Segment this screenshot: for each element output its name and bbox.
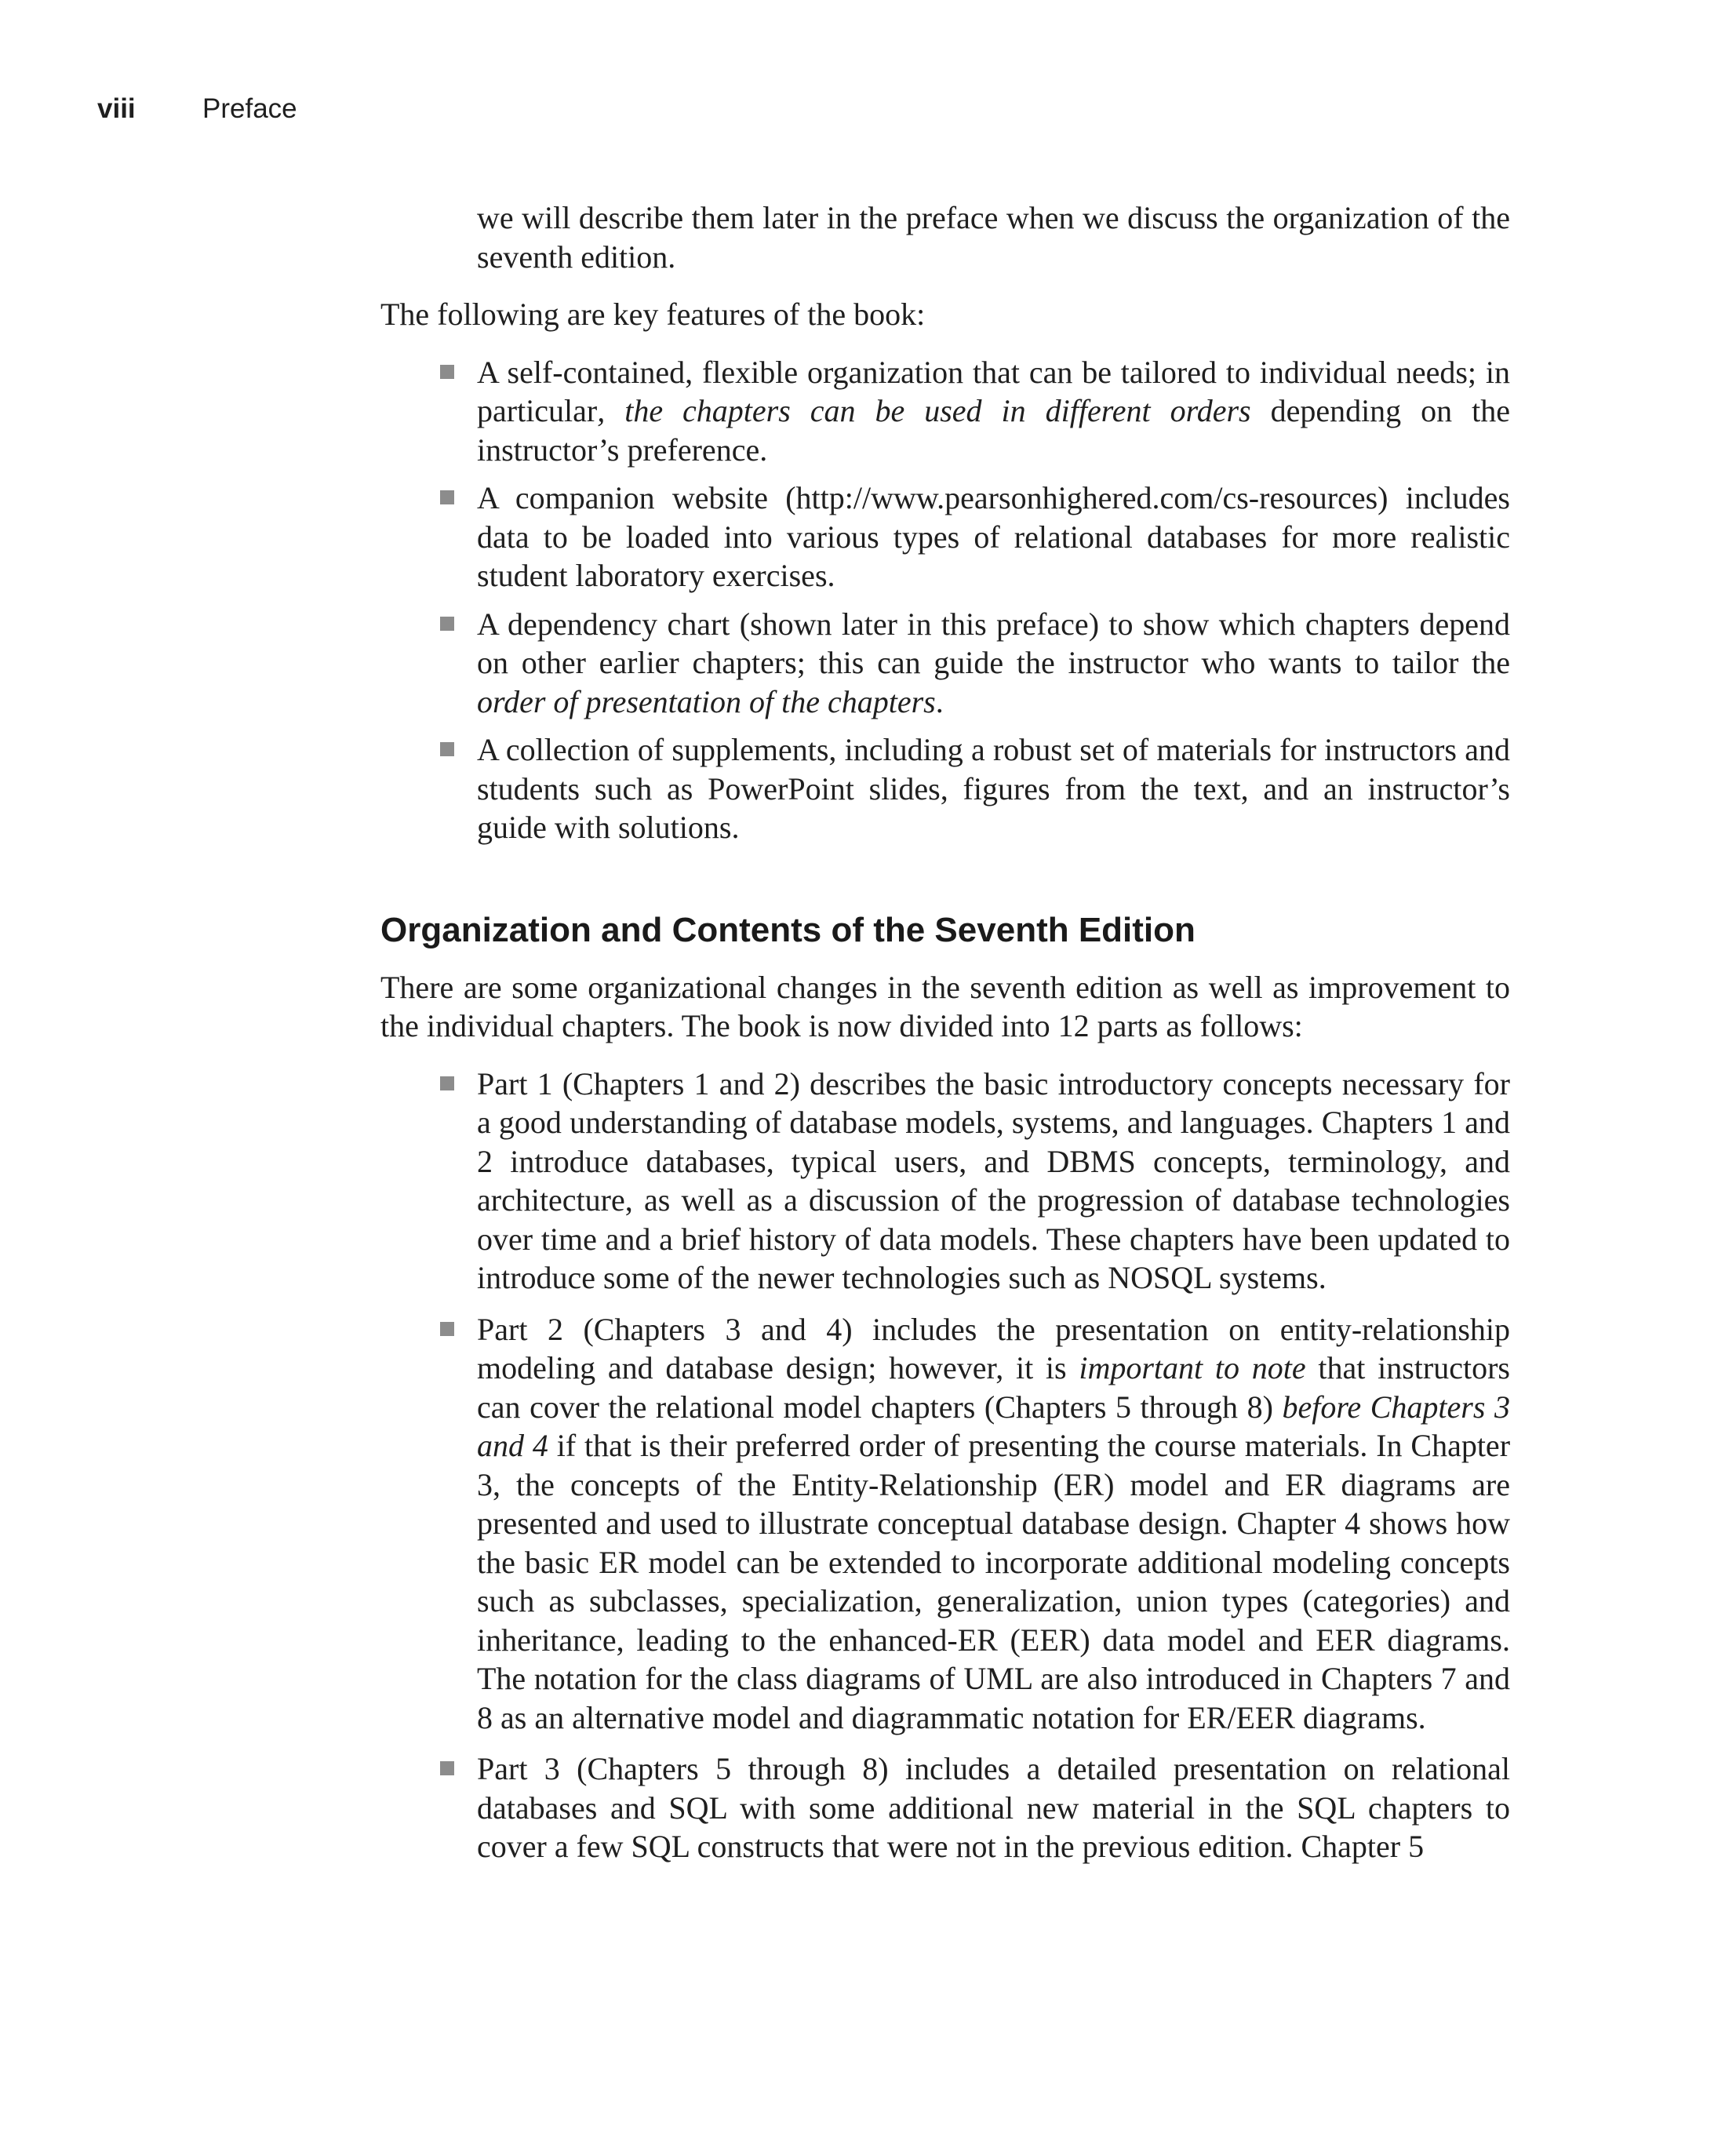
page-body bbox=[380, 198, 1510, 1866]
bullet-square-icon bbox=[440, 490, 454, 504]
feature-text bbox=[477, 480, 1510, 593]
feature-item bbox=[380, 730, 1510, 847]
text-run: A collection of supplements, including a robust set of materials for instructors and students such as PowerPoint slides, figures from the text, and an instructor’s guide with solutions. bbox=[477, 732, 1510, 845]
continuation-paragraph: we will describe them later in the preface when we discuss the organization of the seventh edition. bbox=[477, 200, 1510, 275]
text-run: Part 3 (Chapters 5 through 8) includes a detailed presentation on relational databases and SQL with some additional new material in the SQL chapters to cover a few SQL constructs that were not in the previous edition. Chapter 5 bbox=[477, 1751, 1510, 1864]
feature-item bbox=[380, 353, 1510, 470]
text-run: depending on the instructor’s preference. bbox=[477, 393, 1510, 468]
bullet-square-icon bbox=[440, 365, 454, 379]
text-run: if that is their preferred order of presenting the course materials. In Chapter 3, the concepts of the Entity-Relationship (ER) model and ER diagrams are presented and used to illustrate conceptual database design. Chapter 4 shows how the basic ER model can be extended to incorporate additional modeling concepts such as subclasses, specialization, generalization, union types (categories) and inheritance, leading to the enhanced-ER (EER) data model and EER diagrams. The notation for the class diagrams of UML are also introduced in Chapters 7 and 8 as an alternative model and diagrammatic notation for ER/EER diagrams. bbox=[477, 1428, 1511, 1735]
bullet-square-icon bbox=[440, 1076, 454, 1090]
part-item bbox=[380, 1065, 1510, 1298]
bullet-square-icon bbox=[440, 1322, 454, 1336]
text-run: Part 1 (Chapters 1 and 2) describes the basic introductory concepts necessary for a good understanding of database models, systems, and languages. Chapters 1 and 2 introduce databases, typical users, and DBMS concepts, terminology, and architecture, as well as a discussion of the progression of database technologies over time and a brief history of data models. These chapters have been updated to introduce some of the newer technologies such as NOSQL systems. bbox=[477, 1065, 1510, 1295]
running-head bbox=[97, 90, 297, 128]
text-run: Part 2 (Chapters 3 and 4) includes the presentation on entity-relationship modeling and database design; however, it is bbox=[477, 1311, 1510, 1385]
text-run: A dependency chart (shown later in this preface) to show which chapters depend on other earlier chapters; this can guide the instructor who wants to tailor the bbox=[477, 606, 1510, 680]
feature-item bbox=[380, 479, 1510, 595]
part-item bbox=[380, 1310, 1510, 1738]
part-text bbox=[477, 1312, 1510, 1735]
features-list bbox=[380, 353, 1510, 847]
text-run: A self-contained, flexible organization that can be tailored to individual needs; in particular bbox=[477, 354, 1510, 428]
text-run: . bbox=[935, 683, 944, 719]
bullet-square-icon bbox=[440, 617, 454, 631]
feature-item bbox=[380, 605, 1510, 722]
italic-text: important to note bbox=[1079, 1350, 1306, 1385]
text-run: that instructors can cover the relational model chapters (Chapters 5 through 8) bbox=[477, 1350, 1510, 1425]
italic-text: order of presentation of the chapters bbox=[477, 683, 936, 719]
part-text bbox=[477, 1066, 1510, 1296]
feature-text bbox=[477, 355, 1510, 468]
features-intro: The following are key features of the book: bbox=[380, 297, 926, 332]
feature-text bbox=[477, 732, 1510, 845]
parts-list bbox=[380, 1065, 1510, 1866]
italic-text: before Chapters 3 and 4 bbox=[477, 1389, 1510, 1463]
section-intro: There are some organizational changes in the seventh edition as well as improvement to the individual chapters. The book is now divided into 12 parts as follows: bbox=[380, 969, 1510, 1043]
part-text bbox=[477, 1751, 1510, 1864]
feature-text bbox=[477, 606, 1510, 719]
italic-text: , the chapters can be used in different orders bbox=[597, 393, 1251, 428]
page-number: viii bbox=[97, 93, 136, 124]
text-run: A companion website (http://www.pearsonhighered.com/cs-resources) includes data to be loaded into various types of relational databases for more realistic student laboratory exercises. bbox=[477, 480, 1510, 593]
bullet-square-icon bbox=[440, 742, 454, 756]
bullet-square-icon bbox=[440, 1761, 454, 1775]
part-item bbox=[380, 1749, 1510, 1866]
running-head-title: Preface bbox=[202, 93, 297, 124]
section-heading: Organization and Contents of the Seventh Edition bbox=[380, 910, 1196, 949]
